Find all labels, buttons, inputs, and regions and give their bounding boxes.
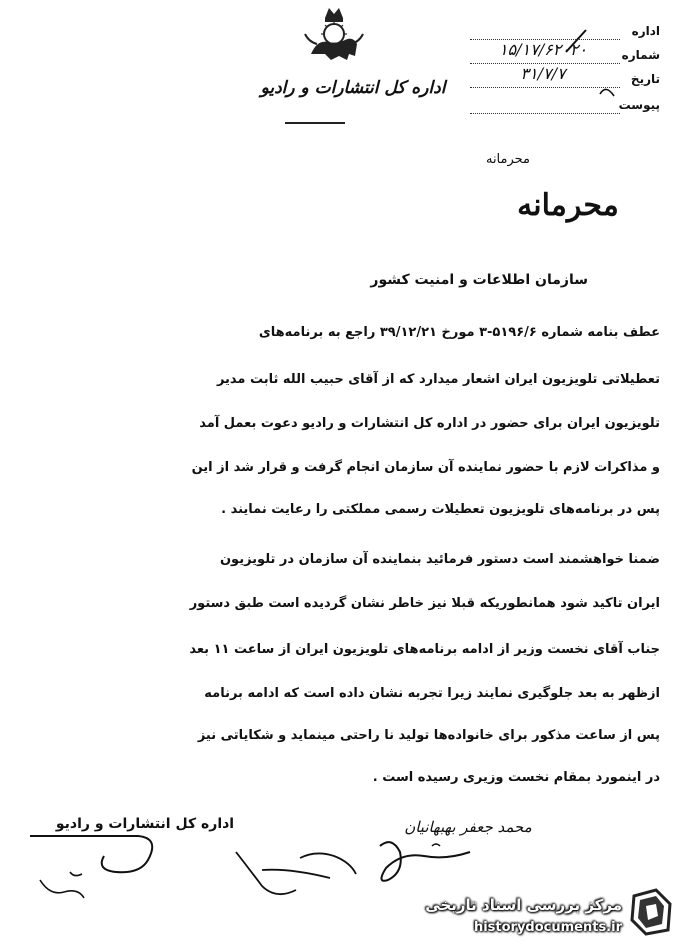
body-line: ضمنا خواهشمند است دستور فرمائید بنماینده آن سازمان در تلویزیون <box>219 552 660 567</box>
body-line: تلویزیون ایران برای حضور در اداره کل انتشارات و رادیو دعوت بعمل آمد <box>199 416 660 431</box>
meta-attachment-label: پیوست <box>618 98 660 112</box>
lion-and-sun-emblem <box>303 4 365 62</box>
signature-dots <box>432 844 440 846</box>
meta-date <box>470 64 660 94</box>
watermark-title: مرکز بررسی اسناد تاریخی <box>425 896 622 914</box>
meta-department-label: اداره <box>631 24 660 38</box>
organization-name: اداره کل انتشارات و رادیو <box>260 78 446 98</box>
meta-attachment <box>470 98 660 120</box>
meta-attachment-line <box>470 113 620 114</box>
meta-number-label: شماره <box>621 48 660 62</box>
body-line: تعطیلاتی تلویزیون ایران اشعار میدارد که از آقای حبیب الله ثابت مدیر <box>216 372 660 387</box>
sender-organization: اداره کل انتشارات و رادیو <box>55 816 235 832</box>
signature-scribble <box>380 842 470 881</box>
body-line: ایران تاکید شود همانطوریکه قبلا نیز خاطر نشان گردیده است طبق دستور <box>189 596 660 611</box>
meta-date-value: ۳۱/۷/۷ <box>520 64 566 83</box>
handwriting-middle <box>236 852 356 894</box>
watermark-url: historydocuments.ir <box>473 920 622 935</box>
archive-logo-icon <box>626 886 676 938</box>
body-line: ازظهر به بعد جلوگیری نمایند زیرا تجربه نشان داده است که ادامه برنامه <box>204 686 660 701</box>
flourish-left <box>30 836 152 872</box>
meta-date-label: تاریخ <box>630 72 660 86</box>
signer-name: محمد جعفر بهبهانیان <box>404 818 532 836</box>
recipient: سازمان اطلاعات و امنیت کشور <box>370 272 588 288</box>
body-line: در اینمورد بمقام نخست وزیری رسیده است . <box>372 770 660 785</box>
body-line: جناب آقای نخست وزیر از ادامه برنامه‌های تلویزیون ایران از ساعت ۱۱ بعد <box>189 642 660 657</box>
margin-note <box>40 872 84 898</box>
classification-stamp-small: محرمانه <box>485 152 531 167</box>
body-line: پس در برنامه‌های تلویزیون تعطیلات رسمی مملکتی را رعایت نمایند . <box>221 502 660 517</box>
body-line: عطف بنامه شماره ۵۱۹۶/۶-۳ مورخ ۳۹/۱۲/۲۱ راجع به برنامه‌های <box>258 325 660 340</box>
meta-number-value: ۱۵/۱۷/۶۲۰۲۰ <box>498 40 588 59</box>
organization-underline <box>285 122 345 124</box>
classification-stamp-large: محرمانه <box>517 188 619 223</box>
meta-date-line <box>470 87 620 88</box>
body-line: پس از ساعت مذکور برای خانواده‌ها تولید نا راحتی مینماید و شکایاتی نیز <box>197 728 660 743</box>
body-line: و مذاکرات لازم با حضور نماینده آن سازمان انجام گرفت و قرار شد از این <box>191 460 660 475</box>
